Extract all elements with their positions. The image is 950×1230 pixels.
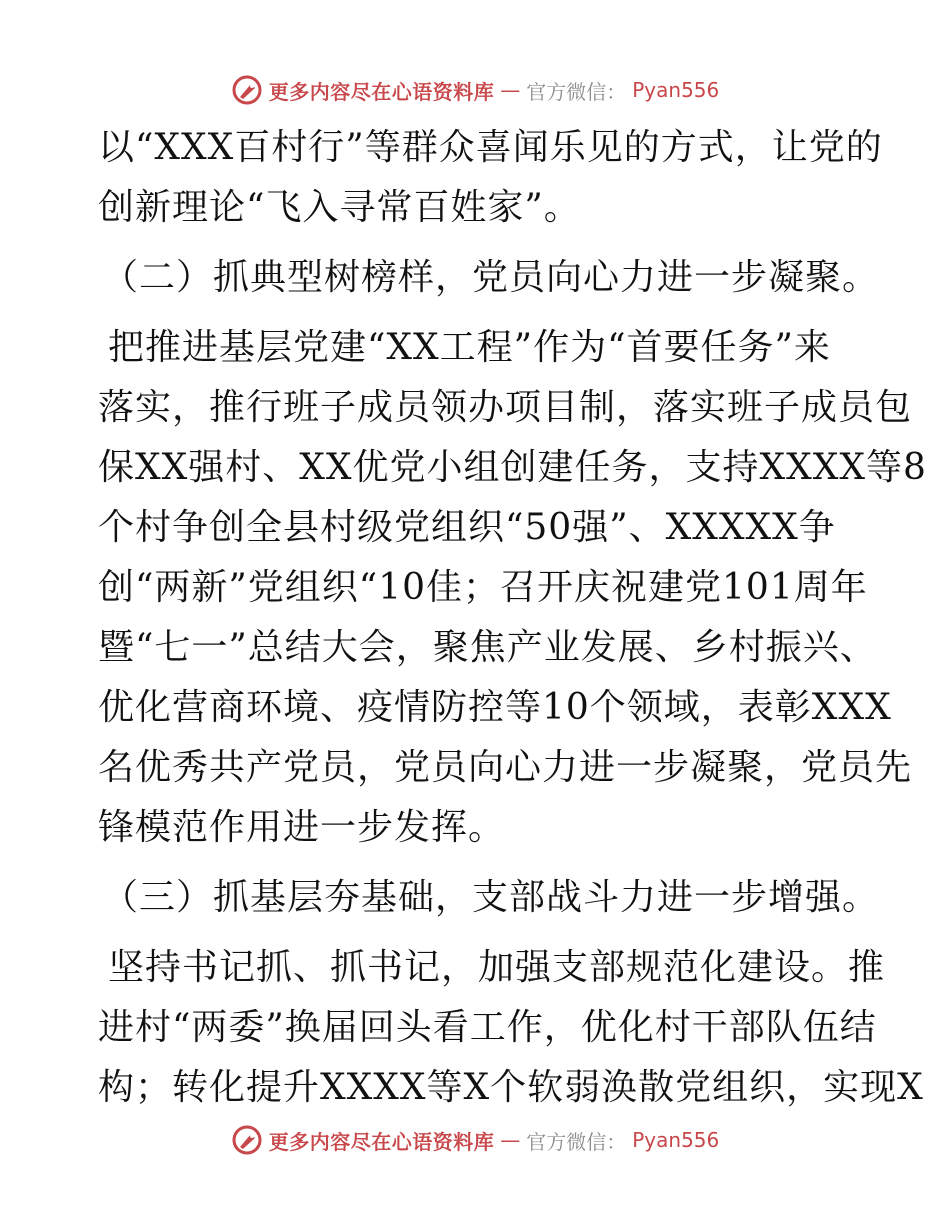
- text-line: 锋模范作用进一步发挥。: [98, 807, 506, 848]
- pen-nib-circle-icon: [231, 74, 263, 106]
- text-line: 创“两新”党组织“10佳；召开庆祝建党101周年: [98, 567, 868, 608]
- watermark-dash: —: [500, 78, 521, 102]
- pen-nib-circle-icon: [231, 1124, 263, 1156]
- text-line: 以“XXX百村行”等群众喜闻乐见的方式，让党的: [98, 127, 883, 168]
- document-body: [98, 118, 927, 1118]
- watermark-wechat-id: Pyan556: [632, 1128, 720, 1152]
- text-line: 个村争创全县村级党组织“50强”、XXXXX争: [98, 507, 836, 548]
- text-line: 保XX强村、XX优党小组创建任务，支持XXXX等8: [98, 447, 927, 488]
- text-line: 创新理论“飞入寻常百姓家”。: [98, 187, 581, 228]
- text-line: 暨“七一”总结大会，聚焦产业发展、乡村振兴、: [98, 627, 877, 668]
- section-heading-3: （三）抓基层夯基础，支部战斗力进一步增强。: [102, 877, 880, 918]
- watermark-main-text: 更多内容尽在心语资料库: [268, 1129, 495, 1154]
- watermark-dash: —: [500, 1128, 521, 1152]
- watermark-wechat-id: Pyan556: [632, 78, 720, 102]
- text-line: 名优秀共产党员，党员向心力进一步凝聚，党员先: [98, 747, 913, 788]
- text-line: 进村“两委”换届回头看工作，优化村干部队伍结: [98, 1007, 877, 1048]
- watermark-main-text: 更多内容尽在心语资料库: [268, 79, 495, 104]
- watermark-official-label: 官方微信：: [526, 1129, 627, 1154]
- text-line: 优化营商环境、疫情防控等10个领域，表彰XXX: [98, 687, 892, 728]
- section-heading-2: （二）抓典型树榜样，党员向心力进一步凝聚。: [102, 257, 880, 298]
- watermark-header: [0, 70, 950, 110]
- text-line: 把推进基层党建“XX工程”作为“首要任务”来: [108, 327, 831, 368]
- watermark-footer: [0, 1120, 950, 1160]
- text-line: 落实，推行班子成员领办项目制，落实班子成员包: [98, 387, 913, 428]
- text-line: 坚持书记抓、抓书记，加强支部规范化建设。推: [108, 947, 886, 988]
- watermark-official-label: 官方微信：: [526, 79, 627, 104]
- text-line: 构；转化提升XXXX等X个软弱涣散党组织，实现X: [98, 1067, 924, 1108]
